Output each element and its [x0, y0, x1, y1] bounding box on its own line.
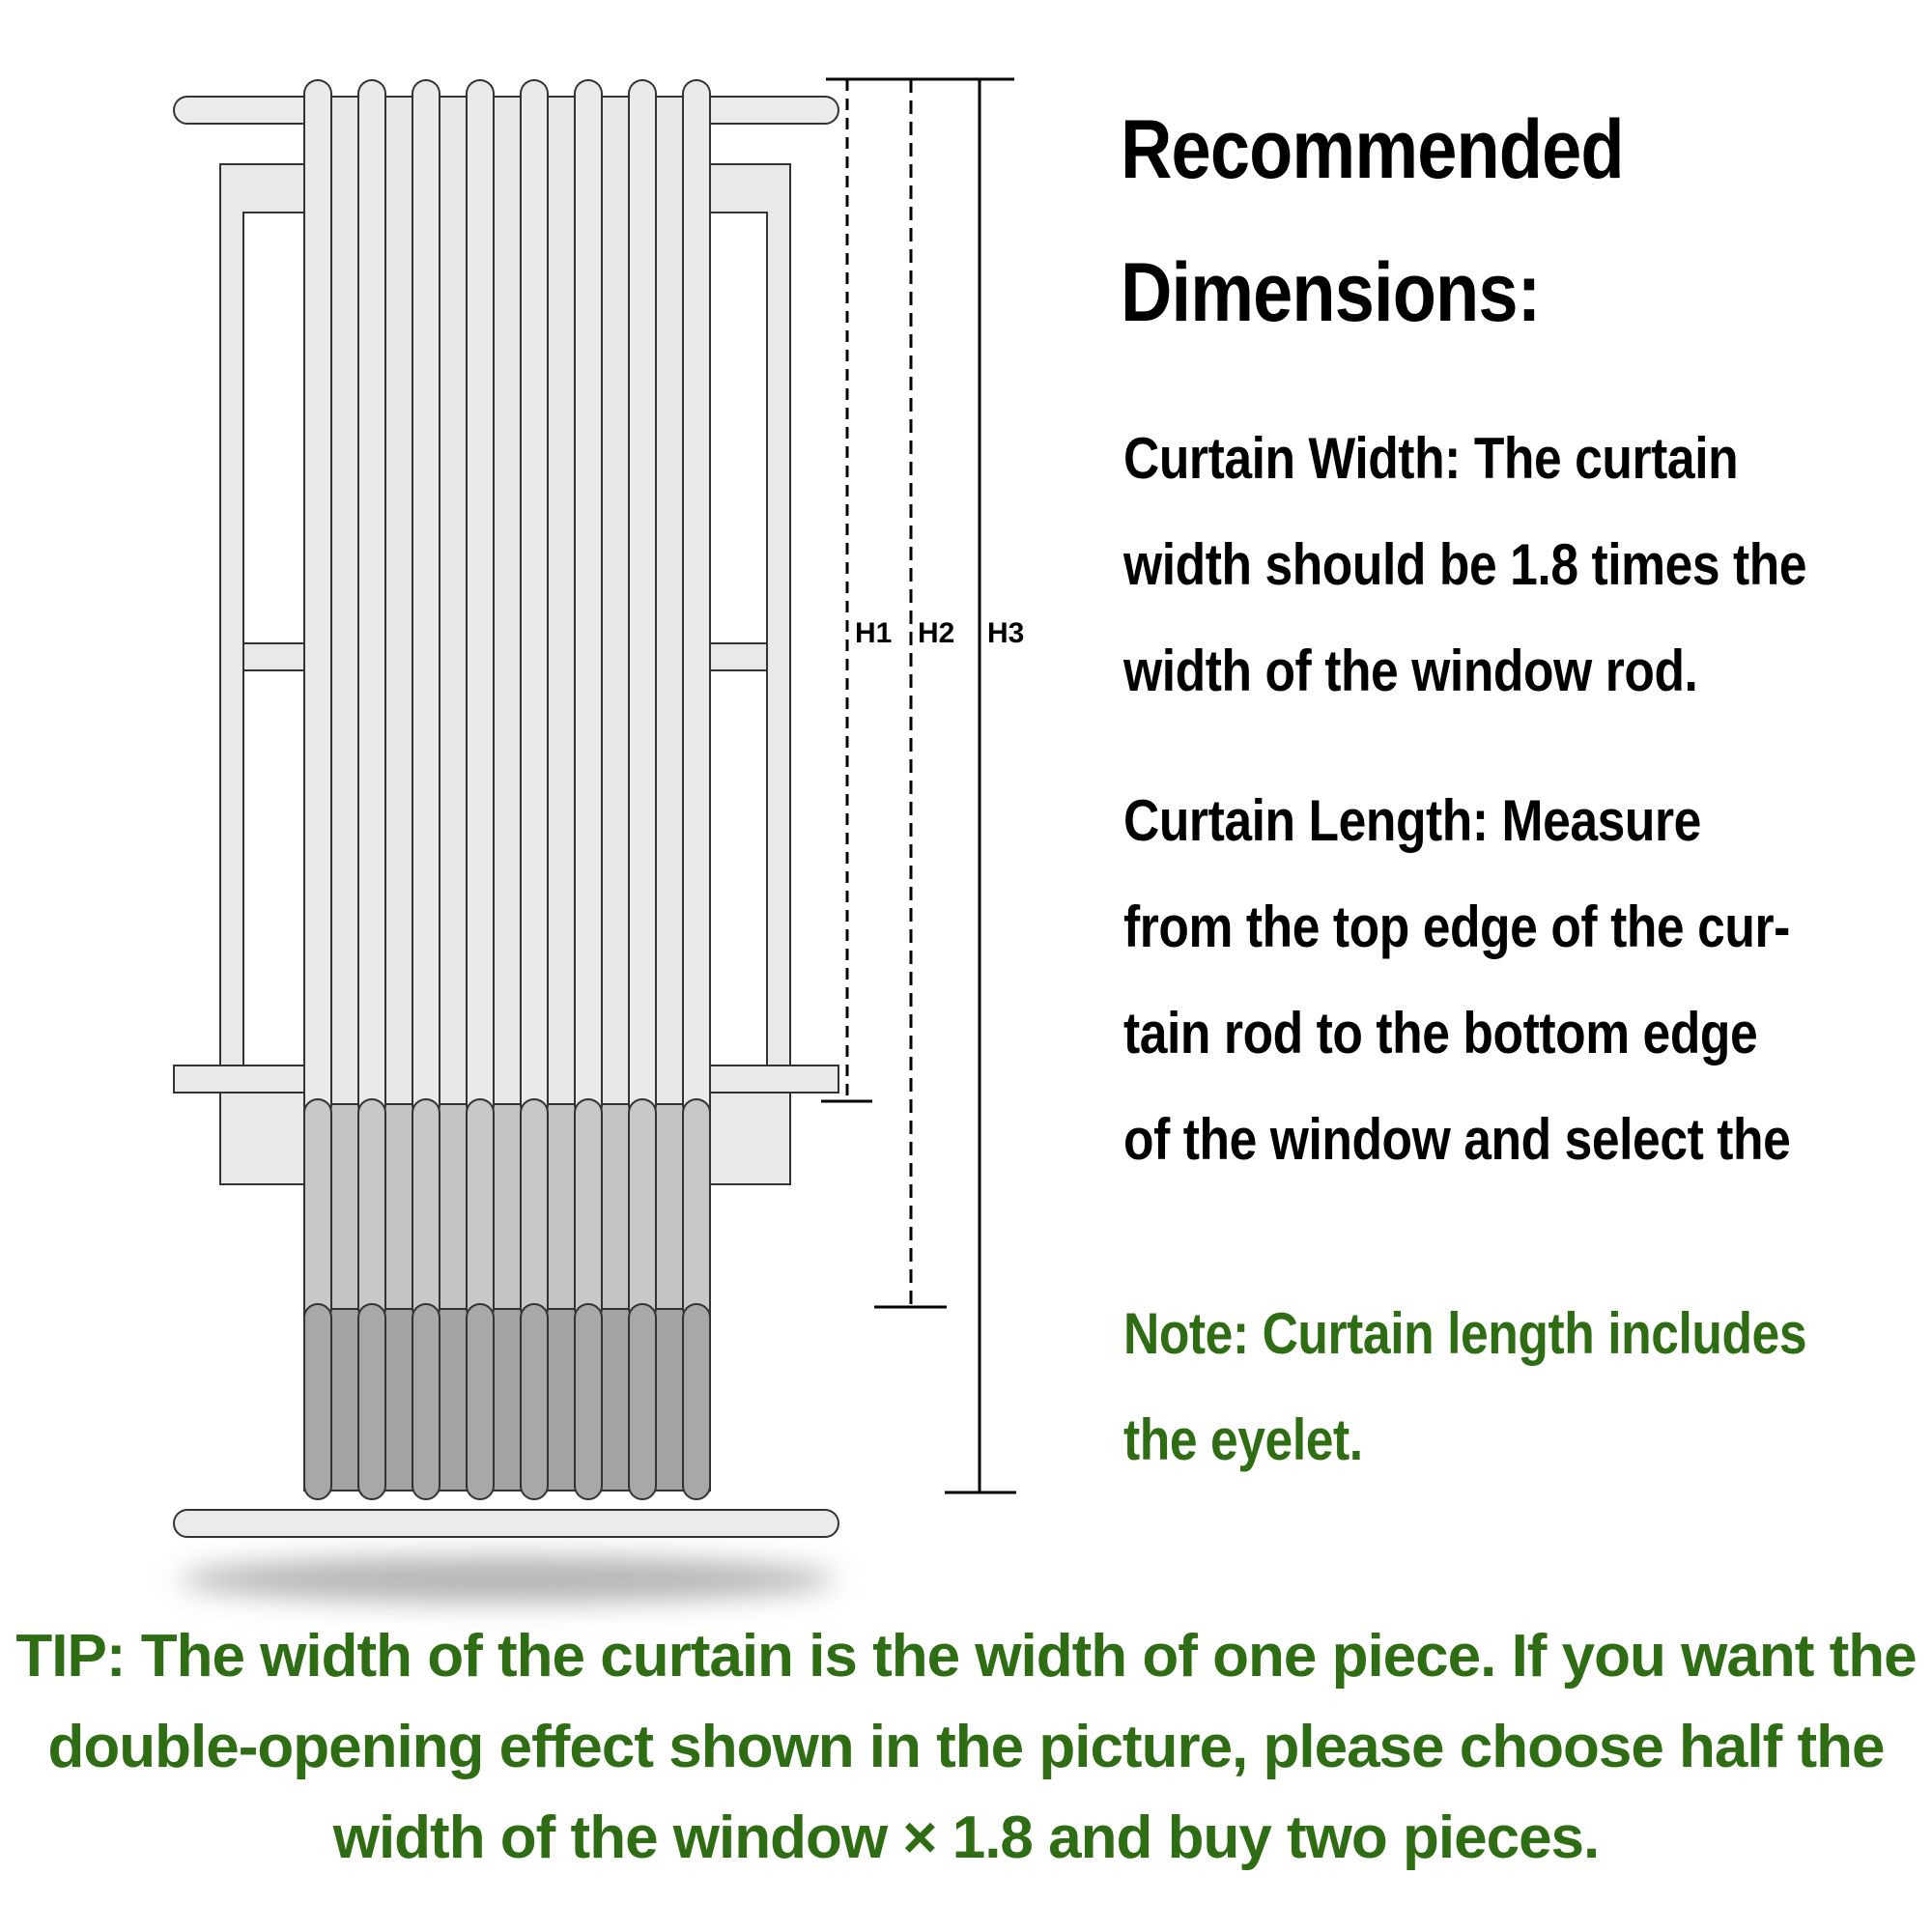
curtain-diagram — [0, 0, 1082, 1642]
tip-line-3: width of the window × 1.8 and buy two pieces. — [332, 1804, 1600, 1871]
pleat — [575, 1099, 602, 1321]
heading-line-1: Recommended — [1121, 103, 1624, 196]
pleat — [358, 80, 385, 1119]
pleat — [304, 80, 331, 1119]
pleat — [358, 1304, 385, 1499]
tip-line-2: double-opening effect shown in the picture, please choose half the — [47, 1714, 1885, 1780]
pleat — [683, 1304, 710, 1499]
pleat — [467, 1304, 494, 1499]
length-note-line-4: of the window and select the — [1123, 1107, 1791, 1172]
width-note-line-2: width should be 1.8 times the — [1123, 532, 1807, 597]
pleat — [521, 1099, 548, 1321]
pleat — [521, 1304, 548, 1499]
heading-line-2: Dimensions: — [1121, 246, 1541, 339]
eyelet-note-line-1: Note: Curtain length includes — [1123, 1301, 1807, 1366]
h3-label: H3 — [987, 617, 1025, 649]
pleat — [467, 1099, 494, 1321]
pleat — [575, 1304, 602, 1499]
pleat — [683, 80, 710, 1119]
pleat — [629, 80, 656, 1119]
length-note-line-1: Curtain Length: Measure — [1123, 788, 1701, 853]
floor-shadow — [179, 1556, 836, 1603]
pleat — [467, 80, 494, 1119]
floor-line — [174, 1510, 838, 1537]
tip-line-1: TIP: The width of the curtain is the width of one piece. If you want the — [15, 1623, 1917, 1690]
length-note-line-3: tain rod to the bottom edge — [1123, 1001, 1758, 1065]
pleat — [304, 1099, 331, 1321]
pleat — [358, 1099, 385, 1321]
tip-text — [0, 1611, 1932, 1884]
pleat — [575, 80, 602, 1119]
pleat — [412, 80, 440, 1119]
pleat — [629, 1304, 656, 1499]
curtain-width-note — [1123, 406, 1807, 724]
pleat — [683, 1099, 710, 1321]
eyelet-note-line-2: the eyelet. — [1123, 1407, 1363, 1472]
pleat — [412, 1304, 440, 1499]
pleat — [304, 1304, 331, 1499]
h1-label: H1 — [855, 617, 893, 649]
h2-label: H2 — [918, 617, 955, 649]
pleat — [521, 80, 548, 1119]
width-note-line-3: width of the window rod. — [1123, 639, 1698, 703]
length-note-line-2: from the top edge of the cur- — [1123, 895, 1790, 959]
pleat — [629, 1099, 656, 1321]
eyelet-note — [1123, 1281, 1807, 1493]
curtain-length-note — [1123, 768, 1804, 1193]
pleat — [412, 1099, 440, 1321]
width-note-line-1: Curtain Width: The curtain — [1123, 426, 1739, 491]
dimension-markers — [821, 79, 1016, 1492]
